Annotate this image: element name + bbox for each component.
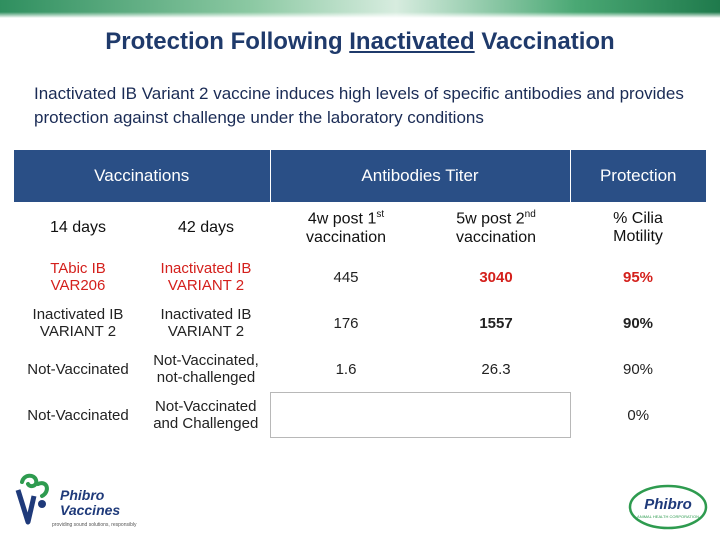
svg-text:ANIMAL HEALTH CORPORATION: ANIMAL HEALTH CORPORATION [637, 514, 699, 519]
table-subheader-row [14, 202, 706, 254]
table-row [14, 393, 706, 438]
cell-titer-empty [270, 393, 570, 438]
phibro-vaccines-logo [12, 470, 142, 530]
cell-titer-second: 3040 [479, 268, 513, 286]
table-row [14, 346, 706, 393]
page-subtitle: Inactivated IB Variant 2 vaccine induces high levels of specific antibodies and provides protection against challenge under the laboratory conditions [34, 84, 684, 127]
svg-text:providing sound solutions, res: providing sound solutions, responsibly [52, 522, 137, 528]
top-decorative-band [0, 0, 720, 18]
header-vaccinations: Vaccinations [14, 150, 270, 202]
subheader-14-days: 14 days [49, 219, 107, 236]
results-table [14, 150, 706, 438]
cell-14-days: Inactivated IB VARIANT 2 [32, 306, 124, 340]
cell-protection: 90% [622, 314, 654, 332]
cell-42-days: Inactivated IB VARIANT 2 [160, 260, 252, 294]
cell-titer-first: 445 [333, 268, 359, 286]
header-antibodies-titer: Antibodies Titer [270, 150, 570, 202]
subheader-first-vaccination: 4w post 1st vaccination [305, 209, 387, 246]
header-protection: Protection [570, 150, 706, 202]
cell-42-days: Not-Vaccinated and Challenged [153, 398, 259, 432]
cell-14-days: Not-Vaccinated [27, 360, 129, 378]
phibro-vaccines-logo-mark [12, 470, 142, 530]
title-text-end: Vaccination [474, 28, 615, 55]
cell-titer-second: 1557 [479, 314, 513, 332]
cell-14-days: Not-Vaccinated [27, 406, 129, 424]
cell-42-days: Inactivated IB VARIANT 2 [160, 306, 252, 340]
cell-protection: 90% [622, 360, 654, 378]
cell-titer-first: 1.6 [335, 360, 357, 378]
phibro-animal-health-logo-mark [628, 484, 708, 530]
title-underlined-word: Inactivated [349, 28, 475, 55]
cell-42-days: Not-Vaccinated, not-challenged [153, 352, 259, 387]
table-header-row [14, 150, 706, 202]
subheader-cilia-motility: % Cilia Motility [613, 210, 663, 245]
table-row [14, 300, 706, 346]
subheader-42-days: 42 days [177, 219, 235, 236]
cell-protection: 95% [622, 268, 654, 286]
phibro-animal-health-logo [628, 484, 708, 530]
cell-protection: 0% [627, 406, 650, 424]
cell-titer-first: 176 [333, 314, 359, 332]
page-title [0, 28, 720, 56]
cell-14-days: TAbic IB VAR206 [50, 260, 106, 294]
svg-text:Vaccines: Vaccines [60, 502, 121, 518]
title-text-start: Protection Following [105, 28, 350, 55]
cell-titer-second: 26.3 [481, 360, 511, 378]
table-row [14, 254, 706, 300]
subheader-second-vaccination: 5w post 2nd vaccination [455, 209, 537, 246]
svg-text:Phibro: Phibro [60, 487, 105, 503]
svg-text:Phibro: Phibro [644, 496, 692, 513]
